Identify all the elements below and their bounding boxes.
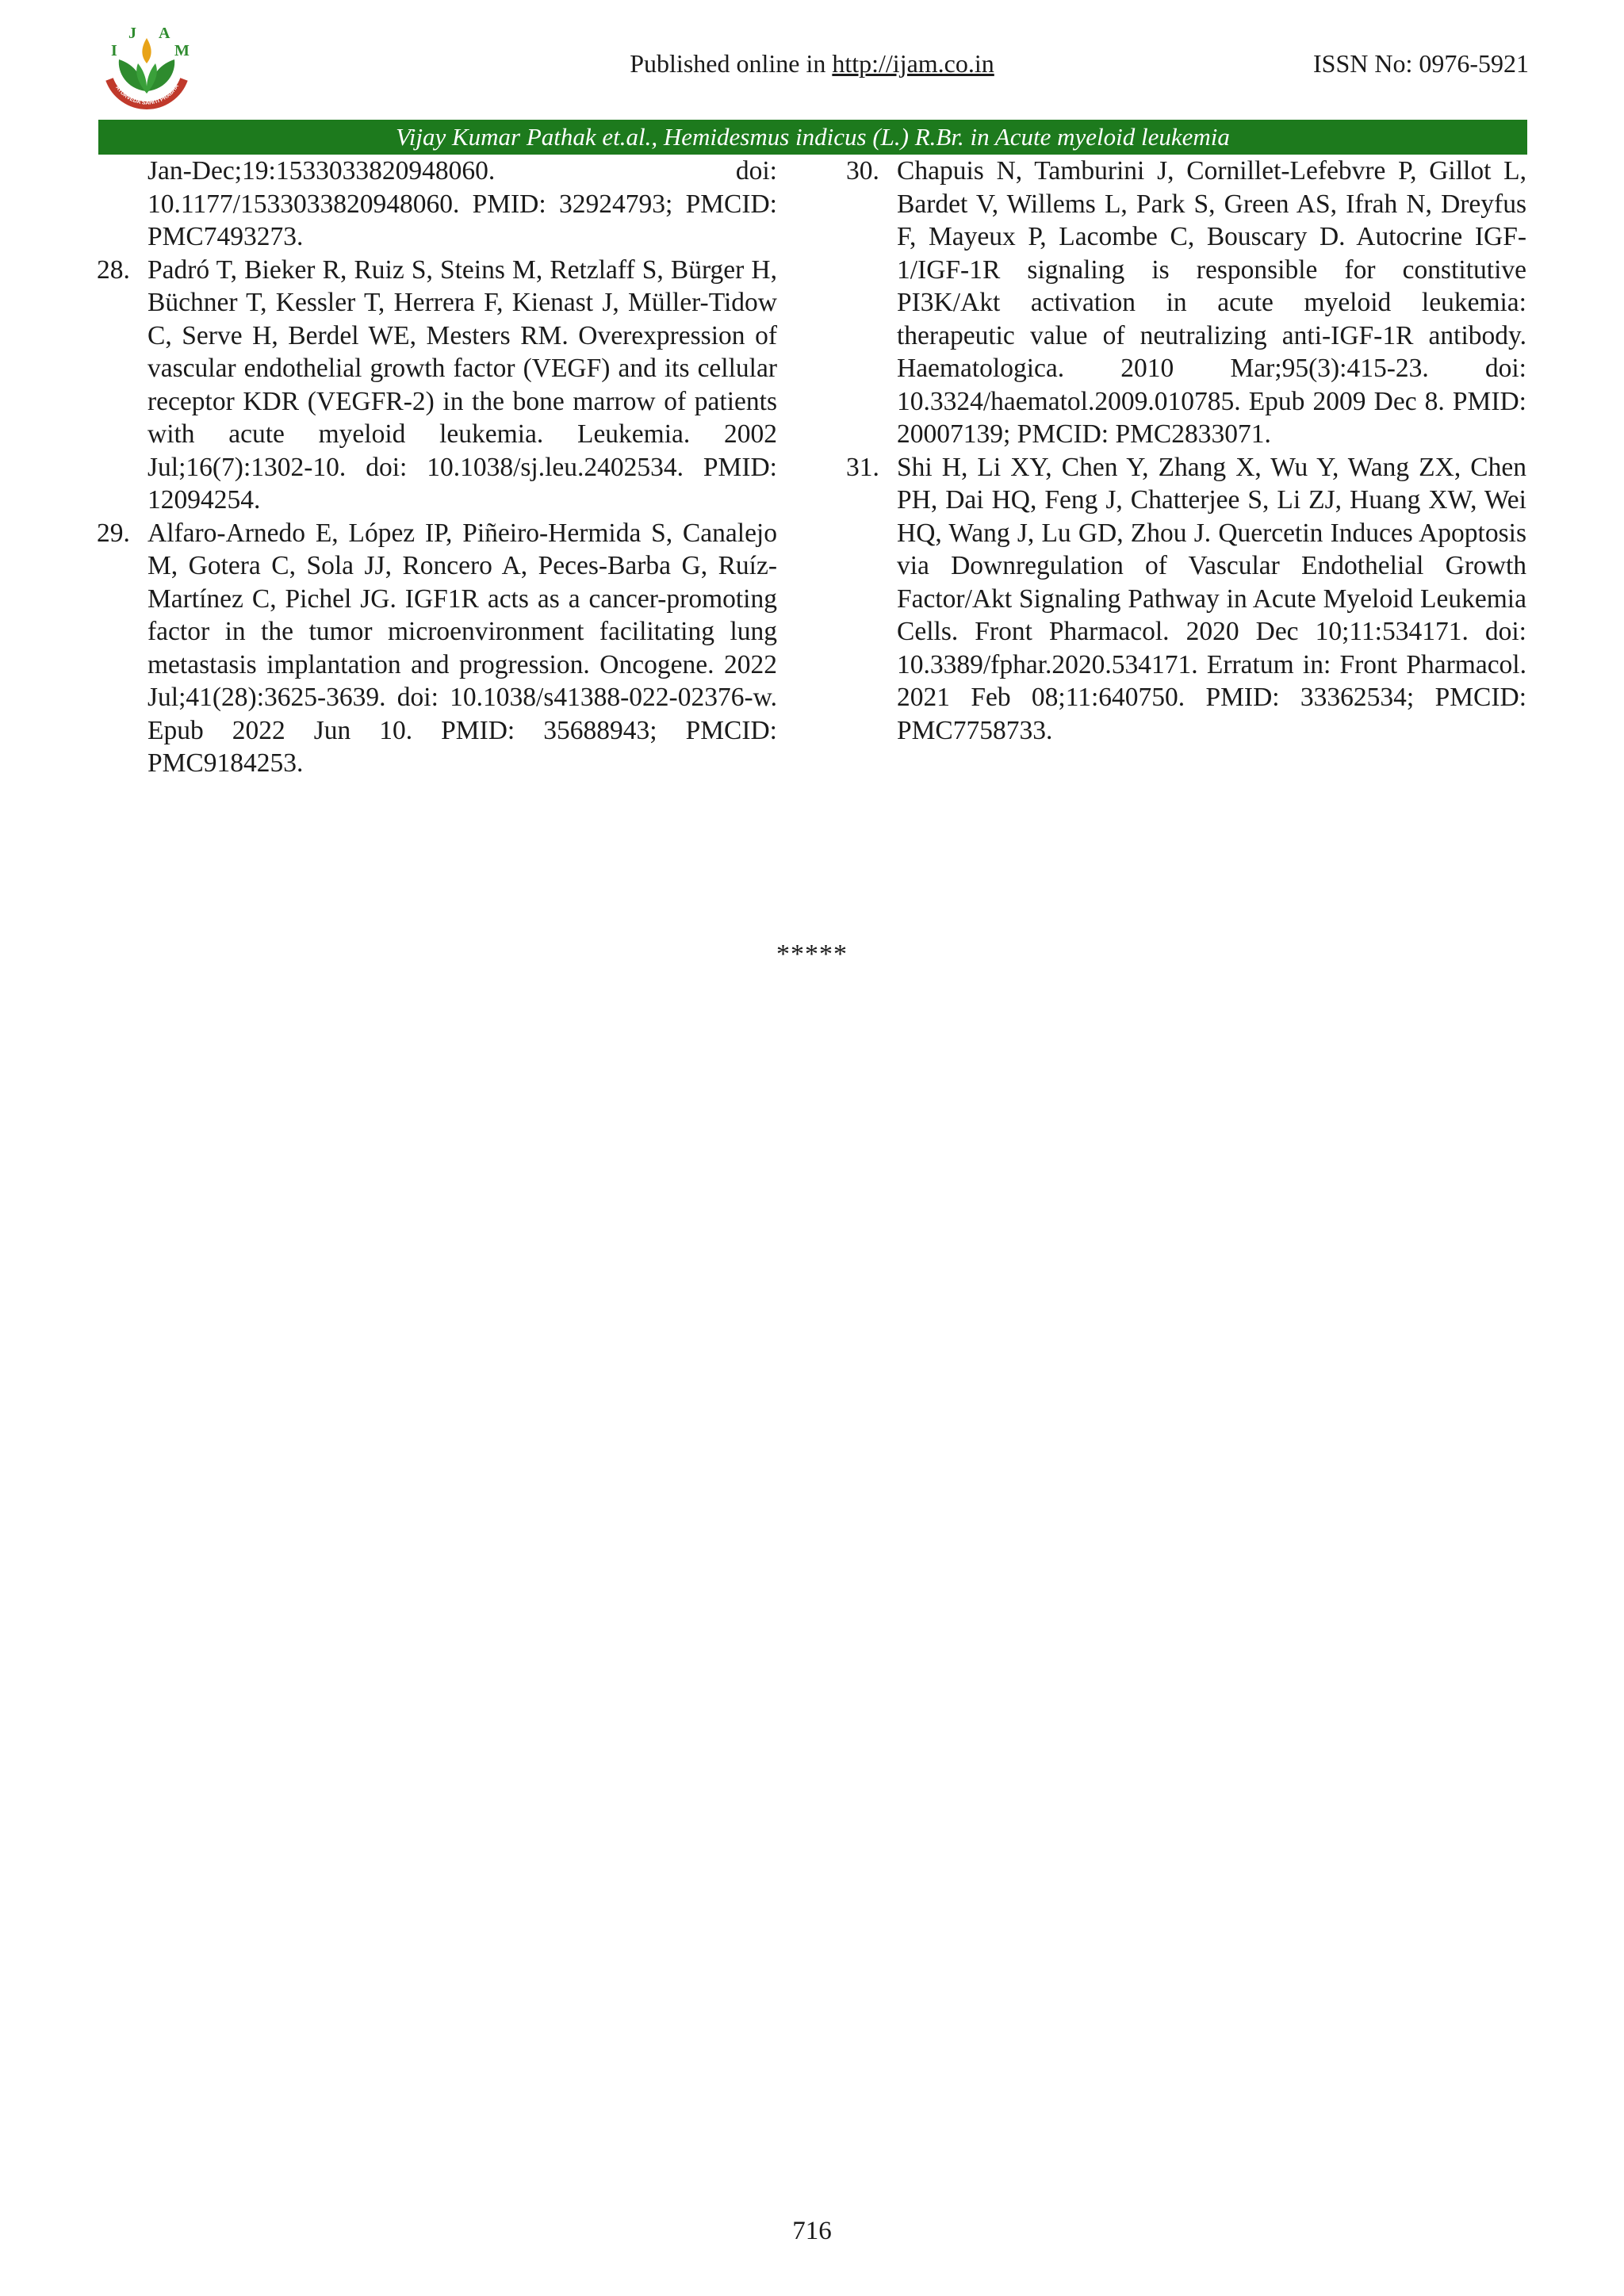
reference-text: Jan-Dec;19:1533033820948060. doi: 10.1177/1533033820948060. PMID: 32924793; PMCID: PMC7493273. — [147, 156, 777, 251]
page-number: 716 — [792, 2217, 832, 2245]
reference-number: 29. — [97, 518, 130, 548]
references-left-column — [97, 155, 777, 780]
reference-number: 28. — [97, 254, 130, 285]
reference-text: Shi H, Li XY, Chen Y, Zhang X, Wu Y, Wang ZX, Chen PH, Dai HQ, Feng J, Chatterjee S, Li ZJ, Huang XW, Wei HQ, Wang J, Lu GD, Zhou J. Quercetin Induces Apoptosis via Downregulation of Vascular Endothelial Growth Factor/Akt Signaling Pathway in Acute Myeloid Leukemia Cells. Front Pharmacol. 2020 Dec 10;11:534171. doi: 10.3389/fphar.2020.534171. Erratum in: Front Pharmacol. 2021 Feb 08;11:640750. PMID: 33362534; PMCID: PMC7758733. — [897, 452, 1526, 745]
reference-text: Chapuis N, Tamburini J, Cornillet-Lefebvre P, Gillot L, Bardet V, Willems L, Park S, Green AS, Ifrah N, Dreyfus F, Mayeux P, Lacombe C, Bouscary D. Autocrine IGF-1/IGF-1R signaling is responsible for constitutive PI3K/Akt activation in acute myeloid leukemia: therapeutic value of neutralizing anti-IGF-1R antibody. Haematologica. 2010 Mar;95(3):415-23. doi: 10.3324/haematol.2009.010785. Epub 2009 Dec 8. PMID: 20007139; PMCID: PMC2833071. — [897, 156, 1526, 449]
reference-item — [97, 517, 777, 780]
reference-text: Alfaro-Arnedo E, López IP, Piñeiro-Hermida S, Canalejo M, Gotera C, Sola JJ, Roncero A, Peces-Barba G, Ruíz-Martínez C, Pichel JG. IGF1R acts as a cancer-promoting factor in the tumor microenvironment facilitating lung metastasis implantation and progression. Oncogene. 2022 Jul;41(28):3625-3639. doi: 10.1038/s41388-022-02376-w. Epub 2022 Jun 10. PMID: 35688943; PMCID: PMC9184253. — [147, 518, 777, 778]
svg-text:A: A — [159, 25, 170, 42]
reference-item — [846, 451, 1526, 748]
svg-text:I: I — [111, 42, 117, 59]
reference-item — [97, 155, 777, 254]
svg-text:AYURVEDA SAHITI PRABHA: AYURVEDA SAHITI PRABHA — [114, 83, 180, 106]
svg-text:J: J — [128, 25, 136, 42]
svg-text:M: M — [174, 42, 190, 59]
end-separator: ***** — [776, 939, 848, 969]
reference-text: Padró T, Bieker R, Ruiz S, Steins M, Retzlaff S, Bürger H, Büchner T, Kessler T, Herrera F, Kienast J, Müller-Tidow C, Serve H, Berdel WE, Mesters RM. Overexpression of vascular endothelial growth factor (VEGF) and its cellular receptor KDR (VEGFR-2) in the bone marrow of patients with acute myeloid leukemia. Leukemia. 2002 Jul;16(7):1302-10. doi: 10.1038/sj.leu.2402534. PMID: 12094254. — [147, 254, 777, 515]
reference-item — [846, 155, 1526, 451]
issn-number: ISSN No: 0976-5921 — [1312, 49, 1529, 78]
journal-url-link[interactable]: http://ijam.co.in — [832, 49, 994, 78]
reference-item — [97, 254, 777, 517]
reference-number: 30. — [846, 156, 879, 186]
running-title-banner: Vijay Kumar Pathak et.al., Hemidesmus indicus (L.) R.Br. in Acute myeloid leukemia — [98, 120, 1527, 155]
published-prefix: Published online in — [630, 49, 833, 78]
references-right-column — [846, 155, 1526, 747]
reference-number: 31. — [846, 452, 879, 482]
